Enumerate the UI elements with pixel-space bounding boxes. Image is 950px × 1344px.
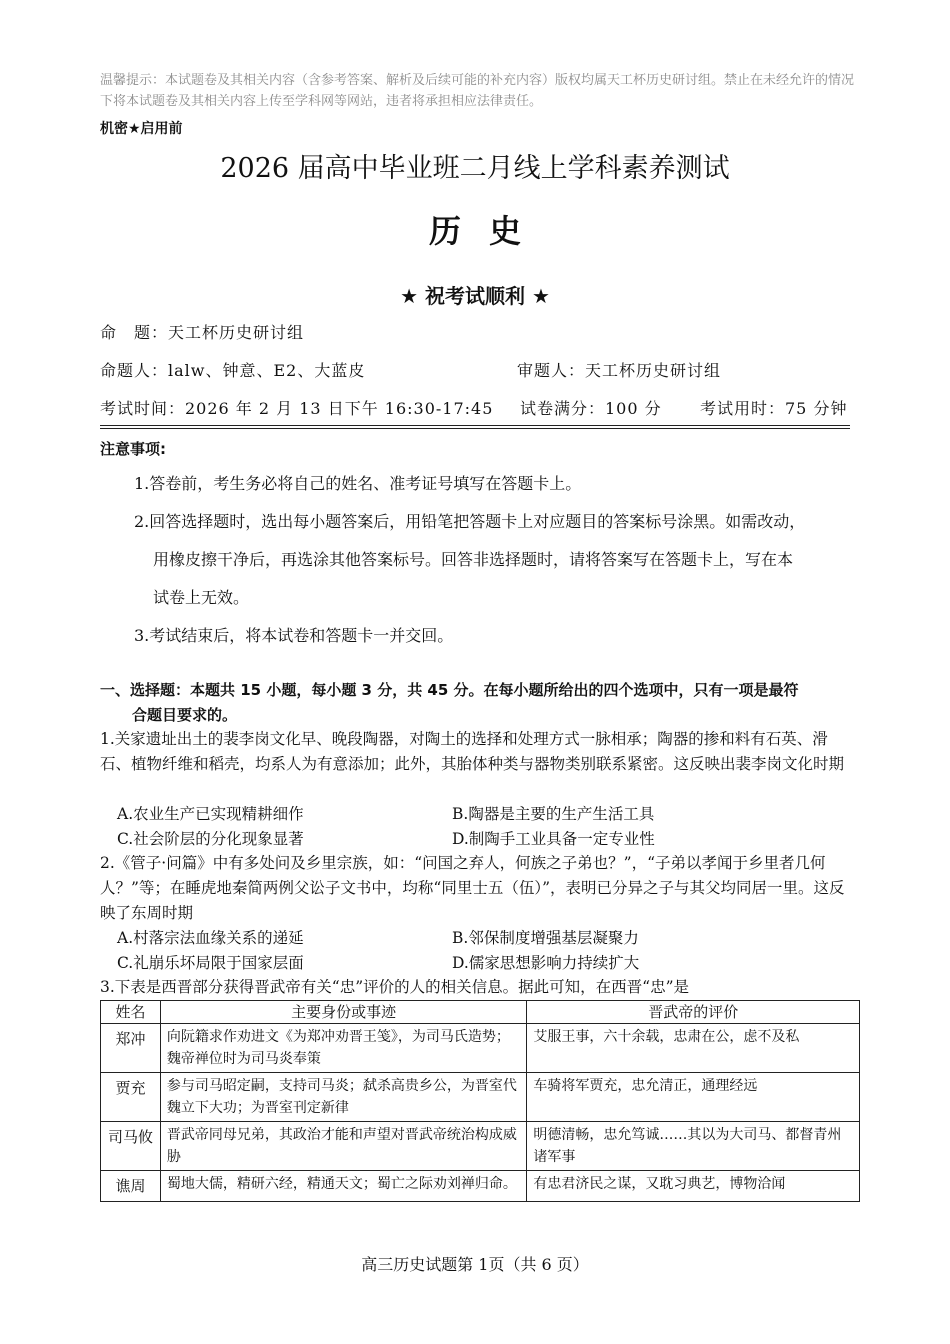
copyright-notice: 温馨提示：本试题卷及其相关内容（含参考答案、解析及后续可能的补充内容）版权均属天工杯历史研讨组。禁止在未经允许的情况下将本试题卷及其相关内容上传至学科网等网站，违者将承担相应法律责任。 [100,73,855,109]
reviewer: 审题人：天工杯历史研讨组 [517,361,722,380]
page-footer: 高三历史试题第 1页（共 6 页） [361,1255,589,1274]
table-row [101,1171,860,1202]
note-item: 1.答卷前，考生务必将自己的姓名、准考证号填写在答题卡上。 [134,474,582,493]
table-cell-deeds: 蜀地大儒，精研六经，精通天文；蜀亡之际劝刘禅归命。 [160,1171,526,1202]
table-row [101,1122,860,1171]
table-cell-deeds: 向阮籍求作劝进文《为郑冲劝晋王笺》，为司马氏造势；魏帝禅位时为司马炎奉策 [160,1024,526,1073]
table-header: 姓名 [101,1001,161,1024]
question-1-stem: 1.关家遗址出土的裴李岗文化早、晚段陶器，对陶土的选择和处理方式一脉相承；陶器的掺和料有石英、滑石、植物纤维和稻壳，均系人为有意添加；此外，其胎体种类与器物类别联系紧密。这反映出裴李岗文化时期 [100,730,845,773]
table-cell-deeds: 参与司马昭定嗣，支持司马炎；弑杀高贵乡公，为晋室代魏立下大功；为晋室刊定新律 [160,1073,526,1122]
question-2-stem: 2.《管子·问篇》中有多处问及乡里宗族，如：“问国之弃人，何族之子弟也？”，“子弟以孝闻于乡里者几何人？”等；在睡虎地秦简两例父讼子文书中，均称“同里士五（伍）”，表明已分异之子与其父均同居一里。这反映了东周时期 [100,854,845,922]
setters: 命题人：lalw、钟意、E2、大蓝皮 [100,361,366,380]
confidential-label: 机密★启用前 [100,121,183,137]
full-score: 试卷满分：100 分 [520,399,662,418]
table-header-row [101,1001,860,1024]
table-cell-deeds: 晋武帝同母兄弟，其政治才能和声望对晋武帝统治构成威胁 [160,1122,526,1171]
q2-option-a: A.村落宗法血缘关系的递延 [117,929,304,947]
question-3-stem: 3.下表是西晋部分获得晋武帝有关“忠”评价的人的相关信息。据此可知，在西晋“忠”是 [100,978,689,996]
table-row [101,1024,860,1073]
table-row [101,1073,860,1122]
q1-option-b: B.陶器是主要的生产生活工具 [452,805,655,823]
table-header: 主要身份或事迹 [160,1001,526,1024]
duration: 考试用时：75 分钟 [700,399,848,418]
question-3-table [100,1000,860,1202]
subject-title: 历史 [428,212,549,250]
table-cell-name: 司马攸 [101,1122,161,1171]
table-cell-name: 郑冲 [101,1024,161,1073]
table-header: 晋武帝的评价 [527,1001,860,1024]
notes-title: 注意事项: [100,440,166,458]
q1-option-c: C.社会阶层的分化现象显著 [117,830,304,848]
table-cell-name: 谯周 [101,1171,161,1202]
good-luck-banner: ★ 祝考试顺利 ★ [400,284,550,308]
section-heading-line: 一、选择题：本题共 15 小题，每小题 3 分，共 45 分。在每小题所给出的四个选项中，只有一项是最符 [100,681,799,699]
q1-option-d: D.制陶手工业具备一定专业性 [452,830,655,848]
note-item: 试卷上无效。 [153,588,250,607]
setter-group: 命 题：天工杯历史研讨组 [100,323,305,342]
table-cell-evaluation: 有忠君济民之谋，又耽习典艺，博物洽闻 [527,1171,860,1202]
divider-top [100,425,850,426]
table-cell-evaluation: 艾服王事，六十余载，忠肃在公，虑不及私 [527,1024,860,1073]
divider-bottom [100,428,850,429]
exam-title: 2026 届高中毕业班二月线上学科素养测试 [220,153,730,184]
note-item: 3.考试结束后，将本试卷和答题卡一并交回。 [134,626,454,645]
table-cell-name: 贾充 [101,1073,161,1122]
section-heading-line: 合题目要求的。 [132,706,238,724]
note-item: 用橡皮擦干净后，再选涂其他答案标号。回答非选择题时，请将答案写在答题卡上，写在本 [153,550,794,569]
q1-option-a: A.农业生产已实现精耕细作 [117,805,304,823]
table-cell-evaluation: 明德清畅，忠允笃诚……其以为大司马、都督青州诸军事 [527,1122,860,1171]
q2-option-d: D.儒家思想影响力持续扩大 [452,954,640,972]
q2-option-c: C.礼崩乐坏局限于国家层面 [117,954,304,972]
q2-option-b: B.邻保制度增强基层凝聚力 [452,929,639,947]
table-cell-evaluation: 车骑将军贾充，忠允清正，通理经远 [527,1073,860,1122]
note-item: 2.回答选择题时，选出每小题答案后，用铅笔把答题卡上对应题目的答案标号涂黑。如需改动， [134,512,806,531]
exam-time: 考试时间：2026 年 2 月 13 日下午 16:30-17:45 [100,399,494,418]
section-heading [100,678,855,728]
